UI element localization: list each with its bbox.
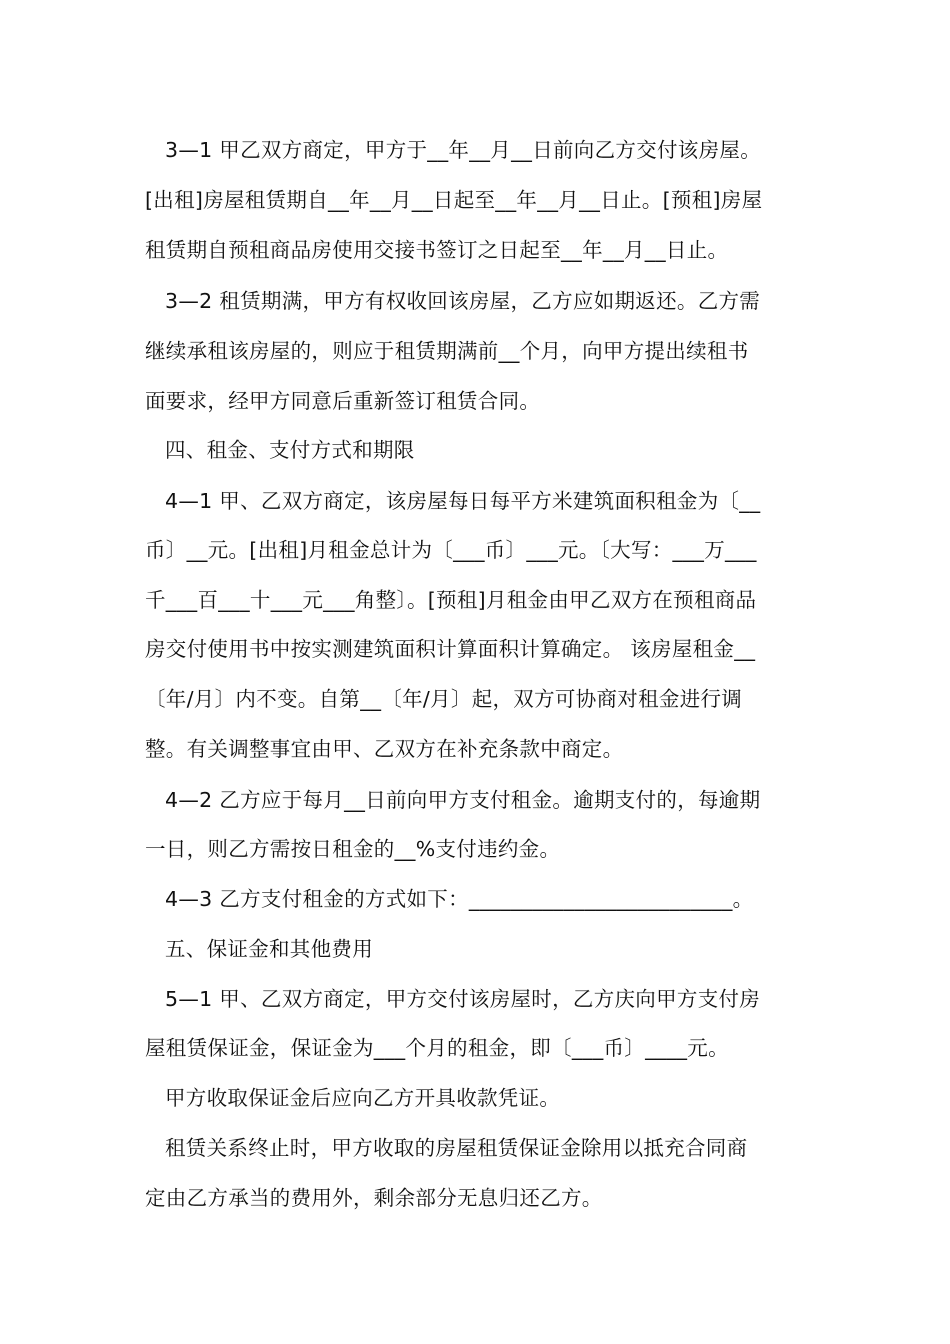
clause-3-1-line-3: 租赁期自预租商品房使用交接书签订之日起至__年__月__日止。 (145, 238, 729, 262)
clause-5-1-line-2: 屋租赁保证金，保证金为___个月的租金，即〔___币〕____元。 (145, 1036, 729, 1060)
clause-4-1-line-1: 4—1 甲、乙双方商定，该房屋每日每平方米建筑面积租金为〔__ (165, 489, 761, 513)
clause-3-1-line-1: 3—1 甲乙双方商定，甲方于__年__月__日前向乙方交付该房屋。 (165, 138, 761, 162)
section-5-heading: 五、保证金和其他费用 (165, 937, 373, 961)
deposit-return-line-2: 定由乙方承当的费用外，剩余部分无息归还乙方。 (145, 1186, 603, 1210)
clause-3-1-line-2: [出租]房屋租赁期自__年__月__日起至__年__月__日止。[预租]房屋 (145, 188, 763, 212)
clause-4-3-line: 4—3 乙方支付租金的方式如下：_________________________。 (165, 887, 754, 911)
clause-5-1-line-1: 5—1 甲、乙双方商定，甲方交付该房屋时，乙方庆向甲方支付房 (165, 987, 761, 1011)
clause-4-1-line-6: 整。有关调整事宜由甲、乙双方在补充条款中商定。 (145, 737, 624, 761)
clause-3-2-line-2: 继续承租该房屋的，则应于租赁期满前__个月，向甲方提出续租书 (145, 339, 749, 363)
clause-4-1-line-5: 〔年/月〕内不变。自第__〔年/月〕起，双方可协商对租金进行调 (145, 687, 743, 711)
clause-4-2-line-2: 一日，则乙方需按日租金的__%支付违约金。 (145, 837, 561, 861)
clause-4-1-line-3: 千___百___十___元___角整〕。[预租]月租金由甲乙双方在预租商品 (145, 588, 757, 612)
section-4-heading: 四、租金、支付方式和期限 (165, 438, 415, 462)
clause-4-2-line-1: 4—2 乙方应于每月__日前向甲方支付租金。逾期支付的，每逾期 (165, 788, 761, 812)
clause-3-2-line-3: 面要求，经甲方同意后重新签订租赁合同。 (145, 389, 541, 413)
clause-4-1-line-2: 币〕__元。[出租]月租金总计为〔___币〕___元。〔大写：___万___ (145, 538, 757, 562)
deposit-return-line-1: 租赁关系终止时，甲方收取的房屋租赁保证金除用以抵充合同商 (165, 1136, 748, 1160)
clause-3-2-line-1: 3—2 租赁期满，甲方有权收回该房屋，乙方应如期返还。乙方需 (165, 289, 761, 313)
clause-4-1-line-4: 房交付使用书中按实测建筑面积计算面积计算确定。 该房屋租金__ (145, 637, 756, 661)
deposit-receipt-line: 甲方收取保证金后应向乙方开具收款凭证。 (165, 1086, 561, 1110)
